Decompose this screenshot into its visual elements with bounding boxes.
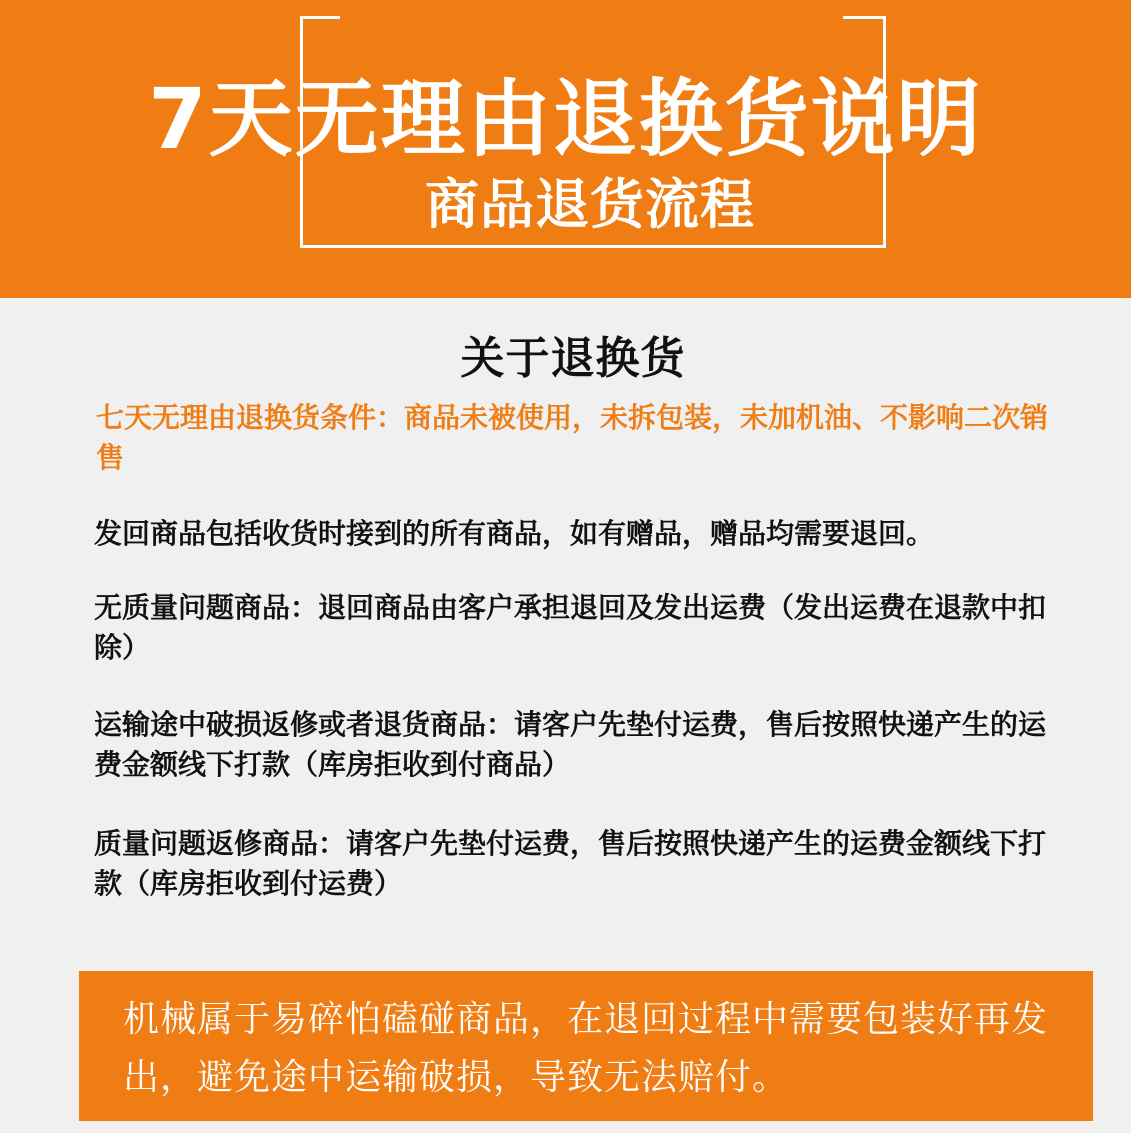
page-subtitle: 商品退货流程 [425, 173, 755, 236]
header-frame-bottom [300, 245, 883, 248]
no-quality-issue-policy: 无质量问题商品：退回商品由客户承担退回及发出运费（发出运费在退款中扣除） [94, 591, 1047, 664]
return-all-items-note: 发回商品包括收货时接到的所有商品，如有赠品，赠品均需要退回。 [94, 517, 935, 550]
return-conditions: 七天无理由退换货条件：商品未被使用，未拆包装，未加机油、不影响二次销售 [96, 401, 1049, 474]
header-frame-top-right [843, 16, 883, 19]
quality-issue-policy: 质量问题返修商品：请客户先垫付运费，售后按照快递产生的运费金额线下打款（库房拒收到付运费） [94, 827, 1047, 900]
packaging-notice-text: 机械属于易碎怕磕碰商品，在退回过程中需要包装好再发出，避免途中运输破损，导致无法赔付。 [123, 999, 1049, 1098]
page-title: 7天无理由退换货说明 [148, 70, 983, 168]
header-frame-top-left [300, 16, 340, 19]
transit-damage-policy: 运输途中破损返修或者退货商品：请客户先垫付运费，售后按照快递产生的运费金额线下打款（库房拒收到付商品） [94, 708, 1047, 781]
section-title: 关于退换货 [460, 333, 686, 384]
packaging-notice [79, 971, 1093, 1121]
